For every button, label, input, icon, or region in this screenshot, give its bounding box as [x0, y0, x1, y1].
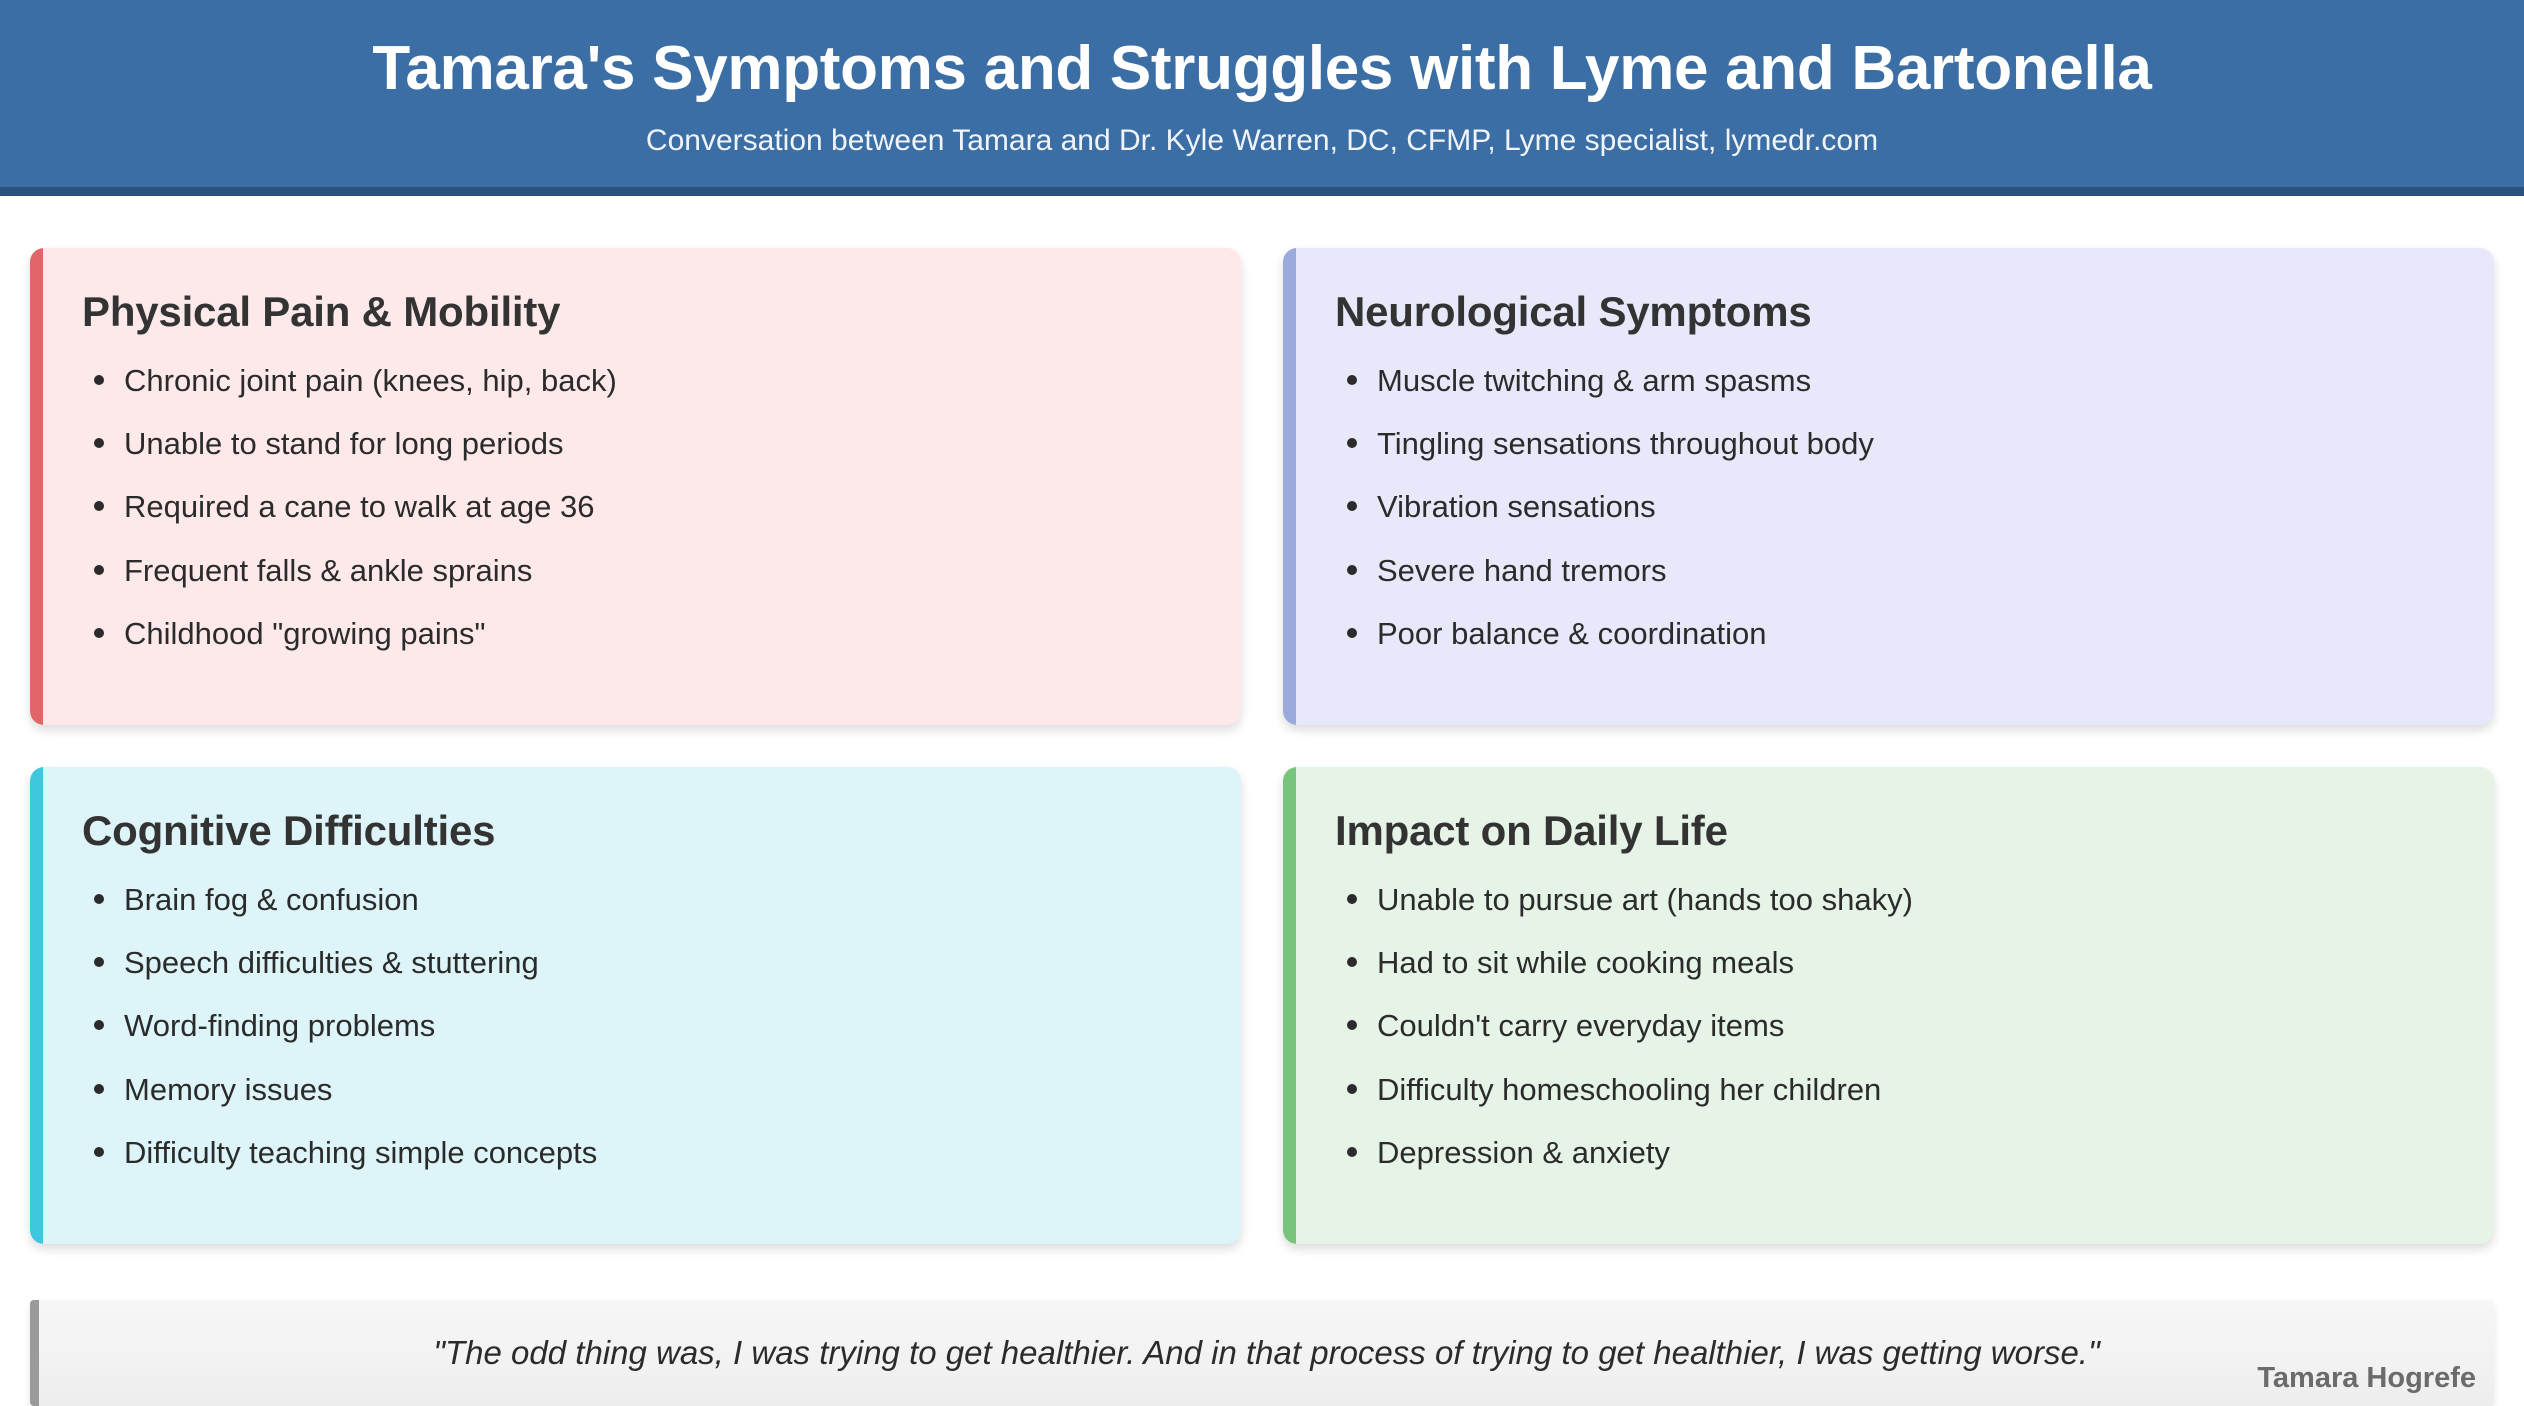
bullet-icon	[1347, 628, 1357, 638]
list-item-label: Difficulty homeschooling her children	[1377, 1071, 1882, 1107]
bullet-icon	[94, 628, 104, 638]
bullet-icon	[1347, 1020, 1357, 1030]
bullet-icon	[94, 894, 104, 904]
list-item	[82, 1071, 1197, 1108]
list-item-label: Had to sit while cooking meals	[1377, 945, 1794, 981]
bullet-icon	[1347, 1147, 1357, 1157]
list-item-label: Speech difficulties & stuttering	[124, 945, 539, 981]
list-item-label: Chronic joint pain (knees, hip, back)	[124, 363, 617, 398]
list-item	[1335, 881, 2450, 918]
list-item	[82, 881, 1197, 918]
list-item	[82, 1134, 1197, 1171]
quote-text: "The odd thing was, I was trying to get healthier. And in that process of trying to get healthier, I was getting worse."	[433, 1334, 2100, 1372]
bullet-icon	[1347, 1084, 1357, 1094]
page-title: Tamara's Symptoms and Struggles with Lyme and Bartonella	[372, 34, 2152, 104]
card-title: Physical Pain & Mobility	[82, 288, 561, 335]
bullet-icon	[1347, 501, 1357, 511]
bullet-icon	[94, 1084, 104, 1094]
list-item	[1335, 944, 2450, 981]
card-item-list	[1335, 362, 2450, 652]
list-item-label: Required a cane to walk at age 36	[124, 489, 595, 525]
card-title: Neurological Symptoms	[1335, 288, 1812, 335]
card-physical-pain-mobility	[30, 248, 1241, 725]
list-item-label: Tingling sensations throughout body	[1377, 426, 1874, 462]
card-title: Impact on Daily Life	[1335, 807, 1728, 854]
card-impact-on-daily-life	[1283, 767, 2494, 1244]
bullet-icon	[1347, 375, 1357, 385]
list-item-label: Couldn't carry everyday items	[1377, 1008, 1785, 1044]
list-item-label: Unable to stand for long periods	[124, 426, 564, 462]
list-item-label: Brain fog & confusion	[124, 882, 419, 917]
list-item	[1335, 425, 2450, 462]
page-subtitle: Conversation between Tamara and Dr. Kyle Warren, DC, CFMP, Lyme specialist, lymedr.com	[645, 123, 1879, 157]
list-item-label: Muscle twitching & arm spasms	[1377, 363, 1812, 398]
card-item-list	[82, 362, 1197, 652]
bullet-icon	[1347, 957, 1357, 967]
list-item-label: Severe hand tremors	[1377, 552, 1667, 588]
list-item	[82, 425, 1197, 462]
card-title: Cognitive Difficulties	[82, 807, 496, 854]
list-item	[82, 552, 1197, 589]
bullet-icon	[94, 957, 104, 967]
list-item	[1335, 1071, 2450, 1108]
list-item-label: Poor balance & coordination	[1377, 615, 1767, 651]
bullet-icon	[1347, 438, 1357, 448]
bullet-icon	[94, 1147, 104, 1157]
card-accent-bar	[1283, 248, 1296, 725]
card-grid	[30, 248, 2494, 1244]
card-cognitive-difficulties	[30, 767, 1241, 1244]
list-item-label: Depression & anxiety	[1377, 1134, 1670, 1170]
list-item-label: Difficulty teaching simple concepts	[124, 1134, 598, 1170]
list-item	[1335, 488, 2450, 525]
list-item	[82, 362, 1197, 399]
card-item-list	[1335, 881, 2450, 1171]
quote-author: Tamara Hogrefe	[2257, 1362, 2476, 1394]
bullet-icon	[1347, 565, 1357, 575]
list-item-label: Memory issues	[124, 1071, 333, 1107]
list-item-label: Vibration sensations	[1377, 489, 1656, 525]
list-item	[82, 488, 1197, 525]
bullet-icon	[94, 438, 104, 448]
list-item-label: Word-finding problems	[124, 1008, 436, 1044]
list-item	[1335, 362, 2450, 399]
list-item	[1335, 1134, 2450, 1171]
quote-callout	[30, 1300, 2494, 1406]
bullet-icon	[94, 1020, 104, 1030]
list-item	[82, 615, 1197, 652]
list-item-label: Childhood "growing pains"	[124, 615, 486, 651]
list-item-label: Unable to pursue art (hands too shaky)	[1377, 882, 1913, 917]
list-item	[1335, 615, 2450, 652]
list-item	[82, 944, 1197, 981]
list-item	[82, 1007, 1197, 1044]
card-item-list	[82, 881, 1197, 1171]
list-item	[1335, 552, 2450, 589]
card-accent-bar	[30, 248, 43, 725]
list-item-label: Frequent falls & ankle sprains	[124, 552, 533, 588]
bullet-icon	[94, 565, 104, 575]
bullet-icon	[1347, 894, 1357, 904]
card-neurological-symptoms	[1283, 248, 2494, 725]
bullet-icon	[94, 375, 104, 385]
list-item	[1335, 1007, 2450, 1044]
card-accent-bar	[30, 767, 43, 1244]
card-accent-bar	[1283, 767, 1296, 1244]
bullet-icon	[94, 501, 104, 511]
header-banner	[0, 0, 2524, 196]
